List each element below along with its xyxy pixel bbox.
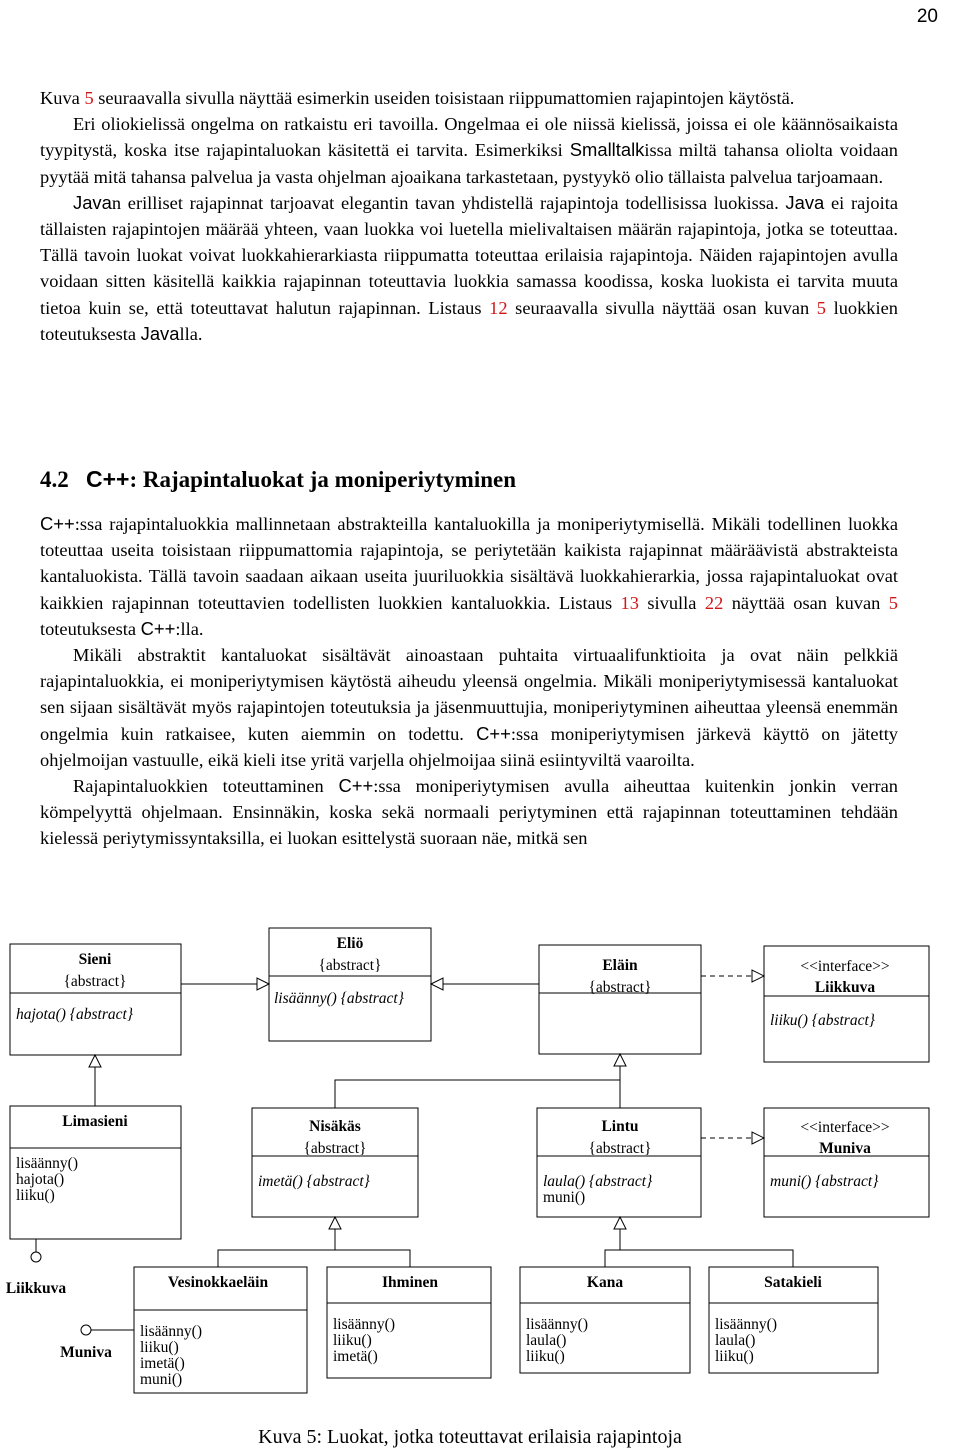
class-kana bbox=[520, 1267, 690, 1373]
figure-ref[interactable]: 5 bbox=[888, 592, 898, 613]
paragraph-6: Rajapintaluokkien toteuttaminen C++:ssa moniperiytymisen avulla aiheuttaa kuitenkin jonkin verran kömpelyyttä ohjelmaan. Ensinnäkin, koska sekä normaali periytyminen että rajapinnan toteuttaminen tehdään kielessä periytymissyntaksilla, ei luokan esittelystä suoraan näe, mitkä sen bbox=[40, 775, 898, 849]
operation: laula() bbox=[526, 1332, 567, 1349]
operation: lisäänny() bbox=[715, 1316, 777, 1333]
interface-liikkuva bbox=[764, 946, 929, 1062]
operation: liiku() bbox=[16, 1187, 55, 1204]
abstract-tag: {abstract} bbox=[588, 1140, 652, 1157]
operation: liiku() bbox=[140, 1339, 179, 1356]
class-name: Nisäkäs bbox=[309, 1118, 361, 1135]
operation: imetä() bbox=[333, 1348, 378, 1365]
realization-elain-liikkuva bbox=[701, 970, 764, 982]
operation: muni() bbox=[140, 1371, 183, 1388]
class-name: Satakieli bbox=[764, 1274, 822, 1291]
operation: imetä() {abstract} bbox=[258, 1173, 370, 1190]
operation: lisäänny() bbox=[333, 1316, 395, 1333]
inheritance-sieni-elio bbox=[181, 978, 269, 990]
class-elio bbox=[269, 928, 431, 1041]
class-name: Eläin bbox=[602, 957, 638, 974]
paragraph-1: Kuva 5 seuraavalla sivulla näyttää esimerkin useiden toisistaan riippumattomien rajapintojen käytöstä. bbox=[40, 88, 795, 108]
operation: muni() bbox=[543, 1189, 586, 1206]
class-nisakas bbox=[252, 1108, 418, 1217]
paragraph-2: Eri oliokielissä ongelma on ratkaistu eri tavoilla. Ongelmaa ei ole niissä kielissä, joissa ei ole käännösaikaista tyypitystä, koska itse rajapintaluokan käsitettä ei tarvita. Esimerkiksi Smalltalkissa miltä tahansa oliolta voidaan pyytää mitä tahansa palvelua ja vasta ohjelman ajoaikana tarkastetaan, pystyykö olio tällaista palvelua tarjoamaan. bbox=[40, 114, 898, 187]
class-name: Eliö bbox=[336, 935, 364, 952]
inheritance-to-elain bbox=[335, 1054, 626, 1108]
operation: hajota() bbox=[16, 1171, 65, 1188]
figure-ref[interactable]: 5 bbox=[84, 88, 94, 108]
operation: laula() bbox=[715, 1332, 756, 1349]
class-ihminen bbox=[327, 1267, 491, 1378]
page-ref[interactable]: 22 bbox=[704, 592, 724, 613]
abstract-tag: {abstract} bbox=[63, 973, 127, 990]
operation: lisäänny() {abstract} bbox=[274, 990, 404, 1007]
class-name: Lintu bbox=[601, 1118, 639, 1135]
paragraph-3: Javan erilliset rajapinnat tarjoavat elegantin tavan yhdistellä rajapintoja todellisissa luokissa. Java ei rajoita tällaisten rajapintojen määrää yhteen, vaan luokka voi luetella mielivaltaisen määrän rajapintoja, jotka se toteuttaa. Tällä tavoin luokat voivat luokkahierarkiasta riippumatta toteuttaa erilaisia rajapintoja. Näiden rajapintojen avulla voidaan sitten käsitellä kaikkia rajapinnan toteuttavia luokkia samassa koodissa, koska luokista ei tarvita muuta tietoa kuin se, että toteuttavat halutun rajapinnan. Listaus 12 seuraavalla sivulla näyttää osan kuvan 5 luokkien toteutuksesta Javalla. bbox=[40, 191, 898, 344]
listing-ref[interactable]: 13 bbox=[620, 592, 639, 613]
realization-lintu-muniva bbox=[701, 1132, 764, 1144]
interface-label: Liikkuva bbox=[5, 1280, 67, 1297]
operation: muni() {abstract} bbox=[770, 1173, 879, 1190]
figure-caption: Kuva 5: Luokat, jotka toteuttavat erilaisia rajapintoja bbox=[258, 1426, 682, 1448]
inheritance-to-lintu bbox=[605, 1217, 793, 1267]
interface-muniva bbox=[764, 1108, 929, 1217]
uml-class-diagram bbox=[0, 920, 960, 1420]
stereotype: <<interface>> bbox=[800, 1119, 890, 1136]
body-text-section-2 bbox=[40, 511, 898, 852]
operation: liiku() bbox=[715, 1348, 754, 1365]
operation: laula() {abstract} bbox=[543, 1173, 653, 1190]
class-name: Vesinokkaeläin bbox=[167, 1274, 269, 1291]
page-number: 20 bbox=[916, 6, 938, 27]
class-name: Ihminen bbox=[382, 1274, 438, 1291]
operation: liiku() bbox=[333, 1332, 372, 1349]
operation: lisäänny() bbox=[526, 1316, 588, 1333]
class-lintu bbox=[537, 1108, 701, 1217]
figure-ref[interactable]: 5 bbox=[816, 297, 826, 318]
listing-ref[interactable]: 12 bbox=[489, 297, 508, 318]
operation: liiku() bbox=[526, 1348, 565, 1365]
class-name: Liikkuva bbox=[814, 979, 876, 996]
operation: imetä() bbox=[140, 1355, 185, 1372]
class-elain bbox=[539, 945, 701, 1054]
class-sieni bbox=[10, 944, 181, 1055]
class-name: Sieni bbox=[78, 951, 112, 968]
class-vesinokkaelain bbox=[134, 1267, 307, 1393]
class-name: Kana bbox=[586, 1274, 624, 1291]
inheritance-to-nisakas bbox=[218, 1217, 410, 1267]
operation: liiku() {abstract} bbox=[770, 1012, 875, 1029]
abstract-tag: {abstract} bbox=[303, 1140, 367, 1157]
section-heading: 4.2 C++: Rajapintaluokat ja moniperiytyminen bbox=[40, 466, 517, 492]
interface-label: Muniva bbox=[60, 1344, 112, 1361]
class-satakieli bbox=[709, 1267, 878, 1373]
operation: hajota() {abstract} bbox=[16, 1006, 134, 1023]
operation: lisäänny() bbox=[16, 1155, 78, 1172]
class-name: Limasieni bbox=[62, 1113, 128, 1130]
inheritance-limasieni-sieni bbox=[89, 1055, 101, 1106]
class-limasieni bbox=[10, 1106, 181, 1239]
abstract-tag: {abstract} bbox=[318, 957, 382, 974]
abstract-tag: {abstract} bbox=[588, 979, 652, 996]
lollipop-liikkuva bbox=[6, 1239, 67, 1297]
paragraph-5: Mikäli abstraktit kantaluokat sisältävät ainoastaan puhtaita virtuaalifunktioita ja ovat näin pelkkiä rajapintaluokkia, ei moniperiytymisen käytöstä aiheudu yleensä ongelmia. Mikäli moniperiytymisessä kantaluokat sen sijaan sisältävät myös rajapintojen toteutuksia ja jäsenmuuttujia, moniperiytyminen aiheuttaa yleensä enemmän ongelmia kuin ratkaisee, kuten aiemmin on todettu. C++:ssa moniperiytymisen järkevä käyttö on jätetty ohjelmoijan vastuulle, eikä kieli itse yritä varjella ohjelmoijaa siinä esiintyviltä vaaroilta. bbox=[40, 645, 898, 770]
stereotype: <<interface>> bbox=[800, 958, 890, 975]
inheritance-elain-elio bbox=[431, 978, 539, 990]
class-name: Muniva bbox=[819, 1140, 871, 1157]
paragraph-4: C++:ssa rajapintaluokkia mallinnetaan abstrakteilla kantaluokilla ja moniperiytymisellä. Mikäli todellinen luokka toteuttaa useita toisistaan riippumattomia rajapintoja, se periytetään kaikista rajapinnat määräävistä abstrakteista kantaluokista. Tällä tavoin saadaan aikaan useita juuriluokkia sisältävä luokkahierarkia, jossa rajapintaluokat ovat kaikkien rajapinnan toteuttavien todellisten luokkien kantaluokkia. Listaus 13 sivulla 22 näyttää osan kuvan 5 toteutuksesta C++:lla. bbox=[40, 513, 898, 639]
body-text-section-1 bbox=[40, 85, 898, 347]
operation: lisäänny() bbox=[140, 1323, 202, 1340]
lollipop-muniva bbox=[60, 1325, 134, 1361]
